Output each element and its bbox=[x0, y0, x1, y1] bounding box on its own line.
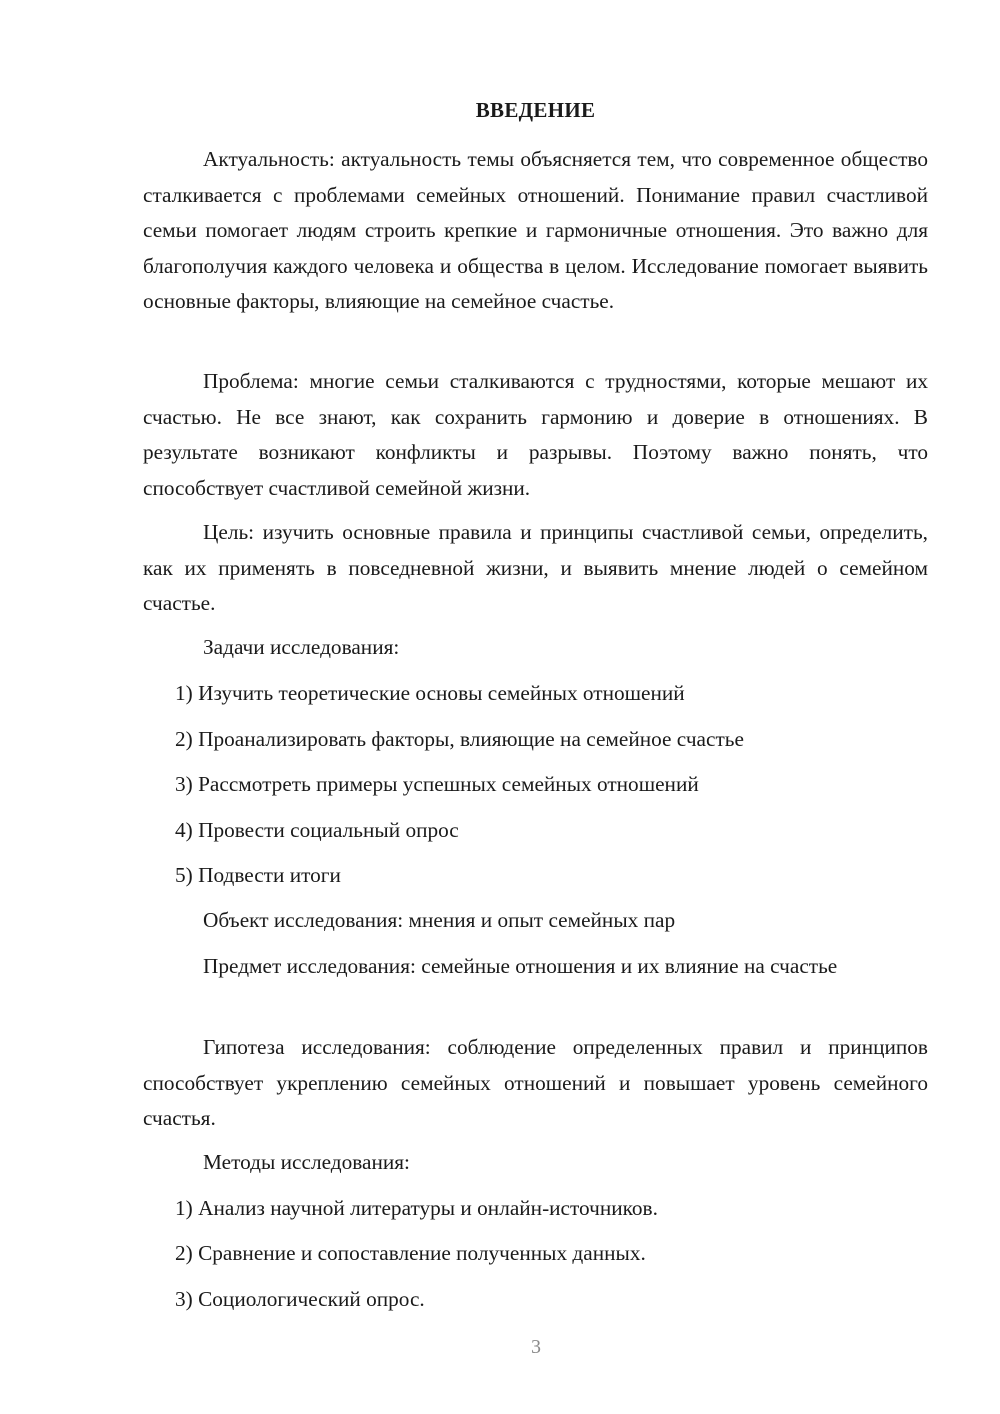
paragraph-hypothesis: Гипотеза исследования: соблюдение определенных правил и принципов способствует укреплению семейных отношений и повышает уровень семейного счастья. bbox=[143, 1035, 928, 1131]
methods-heading: Методы исследования: bbox=[203, 1150, 410, 1174]
method-item-3: 3) Социологический опрос. bbox=[175, 1287, 425, 1311]
paragraph-goal: Цель: изучить основные правила и принципы счастливой семьи, определить, как их применять в повседневной жизни, и выявить мнение людей о семейном счастье. bbox=[143, 520, 928, 616]
paragraph-problem: Проблема: многие семьи сталкиваются с трудностями, которые мешают их счастью. Не все знают, как сохранить гармонию и доверие в отношениях. В результате возникают конфликты и разрывы. Поэтому важно понять, что способствует счастливой семейной жизни. bbox=[143, 369, 928, 500]
paragraph-subject: Предмет исследования: семейные отношения и их влияние на счастье bbox=[203, 954, 838, 978]
section-title: ВВЕДЕНИЕ bbox=[475, 98, 596, 122]
paragraph-object: Объект исследования: мнения и опыт семейных пар bbox=[203, 908, 676, 932]
task-item-3: 3) Рассмотреть примеры успешных семейных отношений bbox=[175, 772, 699, 796]
task-item-4: 4) Провести социальный опрос bbox=[175, 818, 459, 842]
task-item-1: 1) Изучить теоретические основы семейных отношений bbox=[175, 681, 685, 705]
tasks-heading: Задачи исследования: bbox=[203, 635, 400, 659]
page-number: 3 bbox=[531, 1336, 541, 1358]
task-item-2: 2) Проанализировать факторы, влияющие на семейное счастье bbox=[175, 727, 744, 751]
method-item-1: 1) Анализ научной литературы и онлайн-источников. bbox=[175, 1196, 658, 1220]
task-item-5: 5) Подвести итоги bbox=[175, 863, 341, 887]
paragraph-relevance: Актуальность: актуальность темы объясняется тем, что современное общество сталкивается с проблемами семейных отношений. Понимание правил счастливой семьи помогает людям строить крепкие и гармоничные отношения. Это важно для благополучия каждого человека и общества в целом. Исследование помогает выявить основные факторы, влияющие на семейное счастье. bbox=[143, 147, 928, 314]
method-item-2: 2) Сравнение и сопоставление полученных данных. bbox=[175, 1241, 646, 1265]
